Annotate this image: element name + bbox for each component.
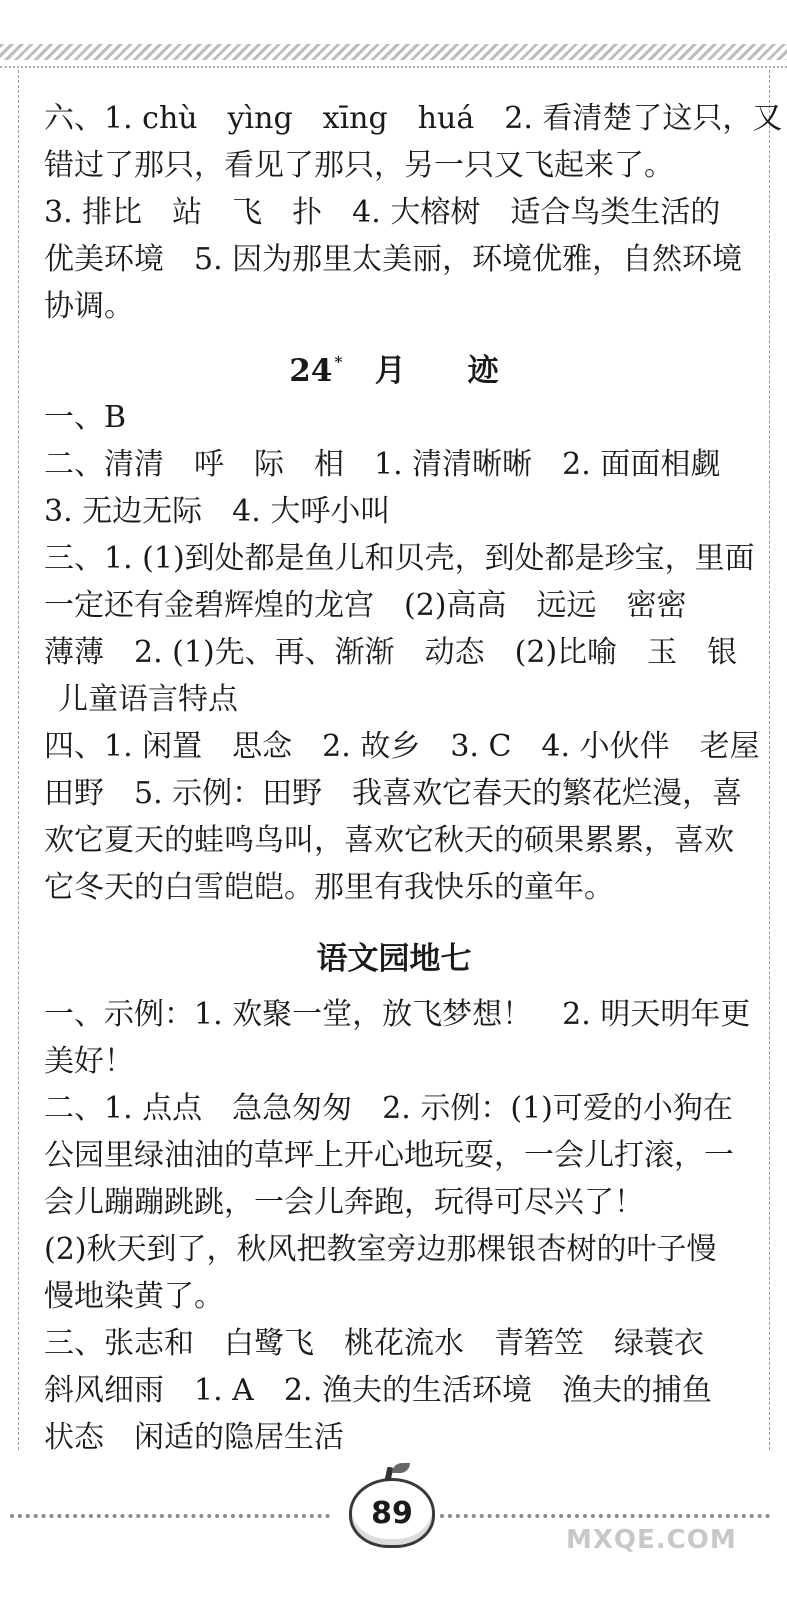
- answer-line: 它冬天的白雪皑皑。那里有我快乐的童年。: [44, 870, 614, 905]
- answer-line: 斜风细雨 1. A 2. 渔夫的生活环境 渔夫的捕鱼: [44, 1373, 712, 1408]
- answer-line: 一、示例：1. 欢聚一堂，放飞梦想！ 2. 明天明年更: [44, 997, 751, 1032]
- section-prev-answers: [44, 95, 783, 330]
- answer-line: 六、1. chù yìng xīng huá 2. 看清楚了这只，又: [44, 101, 783, 136]
- garden-7-heading: 语文园地七: [316, 941, 472, 977]
- site-watermark: MXQE.COM: [566, 1525, 737, 1555]
- lesson-asterisk: *: [334, 353, 343, 371]
- bottom-dots-left: [10, 1514, 330, 1518]
- answer-line: 四、1. 闲置 思念 2. 故乡 3. C 4. 小伙伴 老屋: [44, 729, 760, 764]
- answer-line: 美好！: [44, 1044, 134, 1079]
- lesson-title: 月 迹: [374, 353, 499, 389]
- bottom-dots-right: [440, 1514, 770, 1518]
- left-margin-line: [18, 70, 19, 1450]
- page-number-apple-badge: [349, 1478, 435, 1548]
- answer-line: 错过了那只，看见了那只，另一只又飞起来了。: [44, 148, 674, 183]
- answer-line: 3. 排比 站 飞 扑 4. 大榕树 适合鸟类生活的: [44, 195, 721, 230]
- answer-line: 二、1. 点点 急急匆匆 2. 示例：(1)可爱的小狗在: [44, 1091, 733, 1126]
- answer-line: 公园里绿油油的草坪上开心地玩耍，一会儿打滚，一: [44, 1138, 734, 1173]
- answer-content: [44, 95, 783, 1461]
- lesson-number: 24: [289, 353, 333, 389]
- answer-line: 状态 闲适的隐居生活: [44, 1420, 344, 1455]
- answer-line: 薄薄 2. (1)先、再、渐渐 动态 (2)比喻 玉 银: [44, 635, 738, 670]
- answer-line: 一、B: [44, 400, 127, 435]
- answer-line: 3. 无边无际 4. 大呼小叫: [44, 494, 391, 529]
- answer-line: 田野 5. 示例：田野 我喜欢它春天的繁花烂漫，喜: [44, 776, 743, 811]
- lesson-24-heading: [44, 330, 744, 394]
- answer-line: 三、1. (1)到处都是鱼儿和贝壳，到处都是珍宝，里面: [44, 541, 755, 576]
- answer-line: (2)秋天到了，秋风把教室旁边那棵银杏树的叶子慢: [44, 1232, 717, 1267]
- answer-line: 欢它夏天的蛙鸣鸟叫，喜欢它秋天的硕果累累，喜欢: [44, 823, 734, 858]
- answer-line: 协调。: [44, 289, 134, 324]
- apple-leaf-icon: [392, 1463, 410, 1473]
- answer-line: 优美环境 5. 因为那里太美丽，环境优雅，自然环境: [44, 242, 743, 277]
- section-spacer: [44, 911, 744, 927]
- answer-line: 一定还有金碧辉煌的龙宫 (2)高高 远远 密密: [44, 588, 687, 623]
- answer-line: 会儿蹦蹦跳跳，一会儿奔跑，玩得可尽兴了！: [44, 1185, 644, 1220]
- answer-line: 儿童语言特点: [58, 682, 238, 717]
- lesson-24-answers: [44, 394, 760, 911]
- answer-line: 三、张志和 白鹭飞 桃花流水 青箬笠 绿蓑衣: [44, 1326, 704, 1361]
- garden-7-answers: [44, 991, 751, 1461]
- answer-line: 二、清清 呼 际 相 1. 清清晰晰 2. 面面相觑: [44, 447, 721, 482]
- page-number: 89: [371, 1495, 413, 1531]
- top-decorative-border: [0, 44, 787, 60]
- right-margin-line: [769, 70, 770, 1450]
- answer-line: 慢地染黄了。: [44, 1279, 224, 1314]
